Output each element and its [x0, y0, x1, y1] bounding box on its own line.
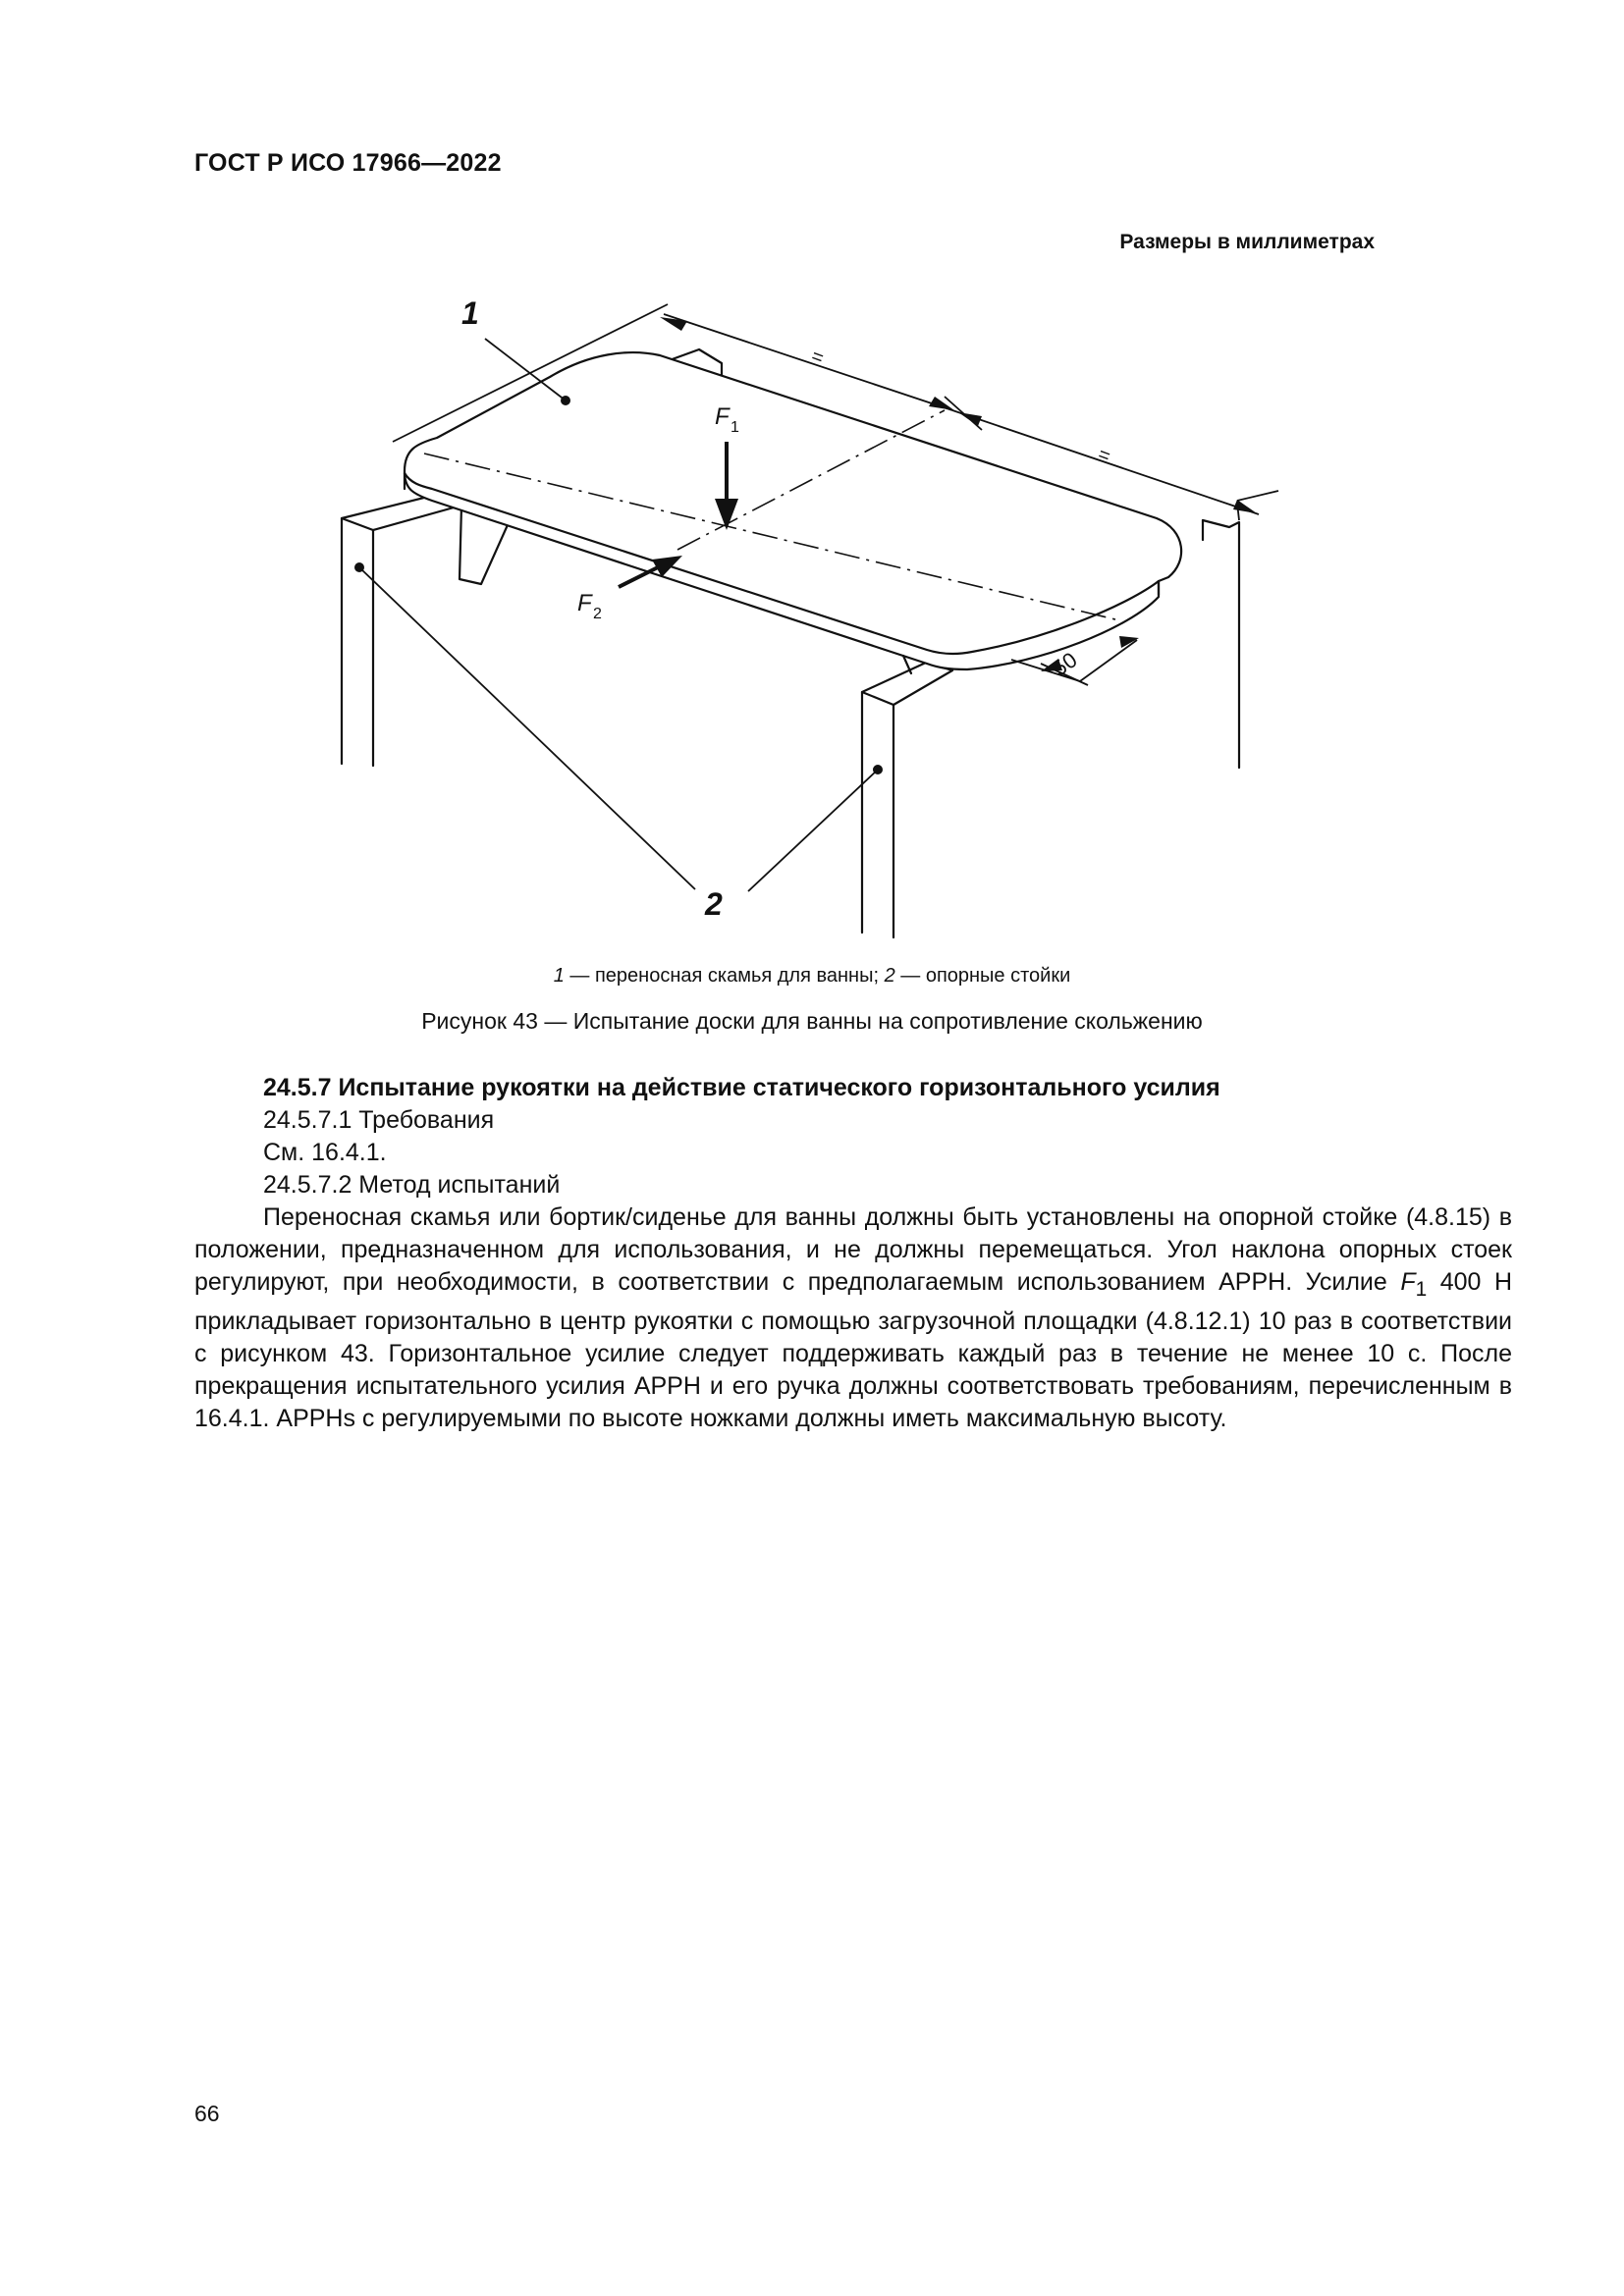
key-item1-number: 1 [553, 965, 565, 987]
paragraph-force-symbol: F [1400, 1268, 1416, 1296]
label-f1-sub: 1 [731, 419, 739, 436]
label-bench-number: 1 [461, 295, 479, 331]
key-item2-text: — опорные стойки [894, 965, 1071, 987]
subsection-requirements: 24.5.7.1 Требования [263, 1106, 495, 1134]
label-equal-left: = [808, 345, 827, 370]
figure-caption: Рисунок 43 — Испытание доски для ванны на сопротивление скольжению [421, 1008, 1203, 1034]
left-support-post [342, 493, 471, 766]
paragraph-part1: Переносная скамья или бортик/сиденье для ванны должны быть установлены на опорной стойке (4.8.15) в положении, предназначенном для использования, и не должны перемещаться. Угол наклона опорных стоек регулируют, при необходимости, в соответствии с предполагаемым использованием АРРН. Усилие [194, 1203, 1512, 1296]
paragraph-part2: 400 Н прикладывает горизонтально в центр рукоятки с помощью загрузочной площадки (4.8.12.1) 10 раз в соответствии с рисунком 43. Горизонтальное усилие следует поддерживать каждый раз в течение не менее 10 с. После прекращения испытательного усилия АРРН и его ручка должны соответствовать требованиям, перечисленным в 16.4.1. АРРНs с регулируемыми по высоте ножками должны иметь максимальную высоту. [194, 1268, 1512, 1432]
requirements-reference: См. 16.4.1. [263, 1139, 387, 1166]
bench-board [405, 352, 1181, 673]
key-item1-text: — переносная скамья для ванны; [564, 965, 885, 987]
label-equal-right: = [1095, 443, 1113, 468]
label-f2: F [577, 590, 592, 616]
page-number: 66 [194, 2101, 220, 2126]
test-method-paragraph [194, 1201, 1512, 1435]
paragraph-force-subscript: 1 [1415, 1278, 1428, 1301]
key-item2-number: 2 [884, 965, 895, 987]
label-dimension-50: 50 [1048, 647, 1082, 681]
subsection-test-method: 24.5.7.2 Метод испытаний [263, 1171, 561, 1199]
label-supports-number: 2 [705, 886, 723, 922]
figure-43-drawing [0, 0, 1624, 942]
document-header: ГОСТ Р ИСО 17966—2022 [194, 149, 502, 177]
section-heading: 24.5.7 Испытание рукоятки на действие статического горизонтального усилия [263, 1074, 1220, 1101]
dimensions-note: Размеры в миллиметрах [1119, 231, 1375, 253]
label-f1: F [715, 403, 730, 430]
section-body [194, 1072, 1512, 1435]
figure-key [0, 965, 1624, 988]
label-f2-sub: 2 [593, 606, 602, 622]
